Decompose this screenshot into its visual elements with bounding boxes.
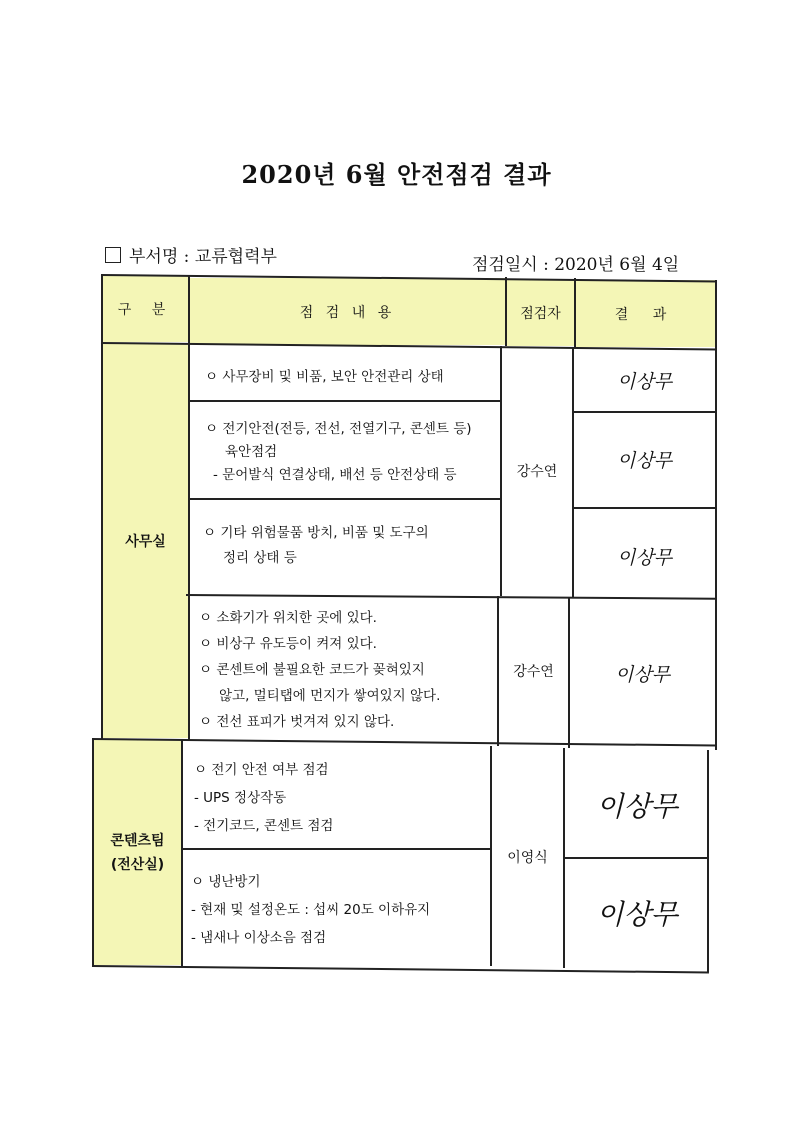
page-title: 2020년 6월 안전점검 결과 <box>241 160 552 189</box>
col-divider-category-lower <box>181 740 183 966</box>
result-office-2: 이상무 <box>616 450 673 472</box>
inspection-date: 점검일시 : 2020년 6월 4일 <box>472 255 680 275</box>
inspector-content-team: 이영식 <box>507 850 548 866</box>
table-border-right-1 <box>715 280 717 750</box>
content-row-office-2: ㅇ 전기안전(전등, 전선, 전열기구, 콘센트 등) 육안점검 - 문어발식 연결상태, 배선 등 안전상태 등 <box>205 421 472 483</box>
content-row-office-4: ㅇ 소화기가 위치한 곳에 있다. ㅇ 비상구 유도등이 켜져 있다. ㅇ 콘센트에 불필요한 코드가 꽂혀있지 않고, 멀티탭에 먼지가 쌓여있지 않다. ㅇ 전선 표피가 벗겨져 있지 않다. <box>199 610 441 730</box>
result-content-team-2: 이상무 <box>596 898 678 931</box>
category-content-team-line-1: 콘텐츠팀 <box>110 832 165 849</box>
result-office-4: 이상무 <box>614 663 671 686</box>
content-row-content-team-1: ㅇ 전기 안전 여부 점검 - UPS 정상작동 - 전기코드, 콘센트 점검 <box>194 762 334 834</box>
inspector-office-2: 강수연 <box>513 664 554 680</box>
header-content: 점 검 내 용 <box>299 304 396 321</box>
result-office-1: 이상무 <box>616 371 673 393</box>
row-line-office-2 <box>188 498 502 500</box>
row-line-content-team <box>181 848 492 850</box>
checkbox-icon <box>105 247 121 263</box>
category-content-team <box>94 740 181 965</box>
department-label: 부서명 : 교류협력부 <box>129 247 277 267</box>
category-office: 사무실 <box>125 533 166 550</box>
category-content-team-line-2: (전산실) <box>110 856 165 873</box>
inspector-office-1: 강수연 <box>516 464 558 480</box>
header-category: 구 분 <box>117 302 174 318</box>
department-line <box>105 242 277 267</box>
header-result: 결 과 <box>614 306 677 323</box>
content-row-office-3: ㅇ 기타 위험물품 방치, 비품 및 도구의 정리 상태 등 <box>203 525 429 566</box>
header-inspector: 점검자 <box>520 305 561 322</box>
result-content-team-1: 이상무 <box>596 789 678 823</box>
content-row-content-team-2: ㅇ 냉난방기 - 현재 및 설정온도 : 섭씨 20도 이하유지 - 냄새나 이상소음 점검 <box>191 874 431 946</box>
result-office-3: 이상무 <box>616 547 673 569</box>
content-row-office-1: ㅇ 사무장비 및 비품, 보안 안전관리 상태 <box>205 369 444 385</box>
row-line-office-1 <box>188 400 502 402</box>
